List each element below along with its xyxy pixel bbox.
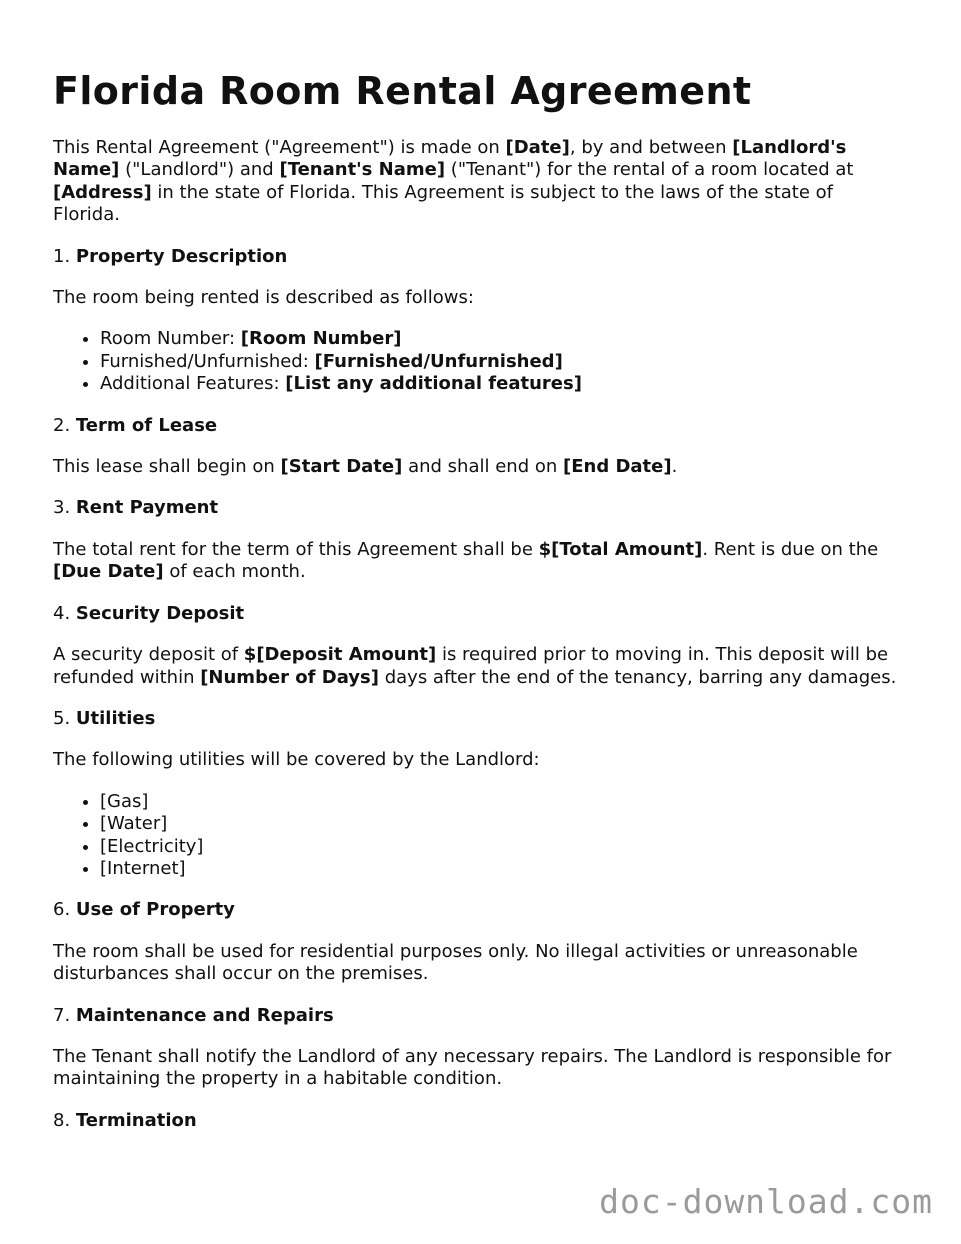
intro-text: ("Landlord") and bbox=[119, 159, 280, 181]
intro-text: ("Tenant") for the rental of a room located at bbox=[445, 159, 854, 181]
date-placeholder: [Date] bbox=[505, 137, 570, 158]
list-item bbox=[100, 351, 903, 373]
list-item: • [Internet] bbox=[100, 858, 903, 880]
list-item: • [Electricity] bbox=[100, 836, 903, 858]
section-body bbox=[53, 644, 903, 689]
section-title: Property Description bbox=[75, 245, 288, 267]
end-date-placeholder: [End Date] bbox=[562, 456, 672, 478]
body-text: of each month. bbox=[163, 561, 306, 583]
section-body bbox=[53, 539, 903, 584]
tenant-name-placeholder: [Tenant's Name] bbox=[279, 159, 446, 181]
utilities-list bbox=[53, 791, 903, 881]
list-item: • [Water] bbox=[100, 813, 903, 835]
section-heading-termination bbox=[53, 1110, 903, 1132]
intro-text: , by and between bbox=[569, 137, 733, 158]
section-heading-term-of-lease bbox=[53, 415, 903, 437]
intro-paragraph bbox=[53, 137, 903, 227]
section-title: Rent Payment bbox=[75, 497, 219, 519]
body-text: The total rent for the term of this Agreement shall be bbox=[53, 538, 539, 560]
body-text: is required prior to moving in. This deposit will be refunded within bbox=[53, 644, 889, 688]
body-text: days after the end of the tenancy, barring any damages. bbox=[378, 666, 897, 688]
section-title: Term of Lease bbox=[75, 414, 218, 436]
total-amount-placeholder: $[Total Amount] bbox=[538, 538, 703, 560]
section-body: The Tenant shall notify the Landlord of any necessary repairs. The Landlord is responsible for maintaining the property in a habitable condition. bbox=[53, 1045, 892, 1090]
section-title: Use of Property bbox=[75, 899, 235, 921]
deposit-amount-placeholder: $[Deposit Amount] bbox=[243, 644, 437, 666]
section-body: The room shall be used for residential purposes only. No illegal activities or unreasonable disturbances shall occur on the premises. bbox=[53, 940, 858, 985]
item-label: Furnished/Unfurnished: bbox=[100, 350, 315, 372]
section-body bbox=[53, 456, 903, 478]
body-text: and shall end on bbox=[402, 456, 563, 478]
section-heading-security-deposit bbox=[53, 603, 903, 625]
section-title: Security Deposit bbox=[75, 602, 245, 624]
item-label: Room Number: bbox=[100, 328, 241, 350]
section-body: The room being rented is described as follows: bbox=[53, 287, 474, 309]
property-details-list bbox=[53, 328, 903, 395]
body-text: This lease shall begin on bbox=[53, 456, 281, 478]
number-of-days-placeholder: [Number of Days] bbox=[200, 666, 379, 688]
section-number: 2. bbox=[53, 414, 76, 436]
intro-text: in the state of Florida. This Agreement is subject to the laws of the state of Florida. bbox=[53, 181, 834, 226]
section-number: 1. bbox=[53, 245, 76, 267]
item-placeholder: [List any additional features] bbox=[285, 373, 582, 395]
start-date-placeholder: [Start Date] bbox=[280, 456, 403, 478]
section-number: 5. bbox=[53, 707, 76, 729]
section-number: 7. bbox=[53, 1004, 76, 1026]
item-label: Additional Features: bbox=[100, 373, 286, 395]
address-placeholder: [Address] bbox=[53, 181, 152, 203]
document-page bbox=[53, 62, 903, 1132]
section-number: 6. bbox=[53, 899, 76, 921]
section-heading-use-of-property bbox=[53, 899, 903, 921]
section-body: The following utilities will be covered by the Landlord: bbox=[53, 749, 540, 771]
section-heading-rent-payment bbox=[53, 497, 903, 519]
section-number: 4. bbox=[53, 602, 76, 624]
item-placeholder: [Furnished/Unfurnished] bbox=[314, 350, 563, 372]
list-item bbox=[100, 373, 903, 395]
body-text: A security deposit of bbox=[53, 644, 244, 666]
section-title: Maintenance and Repairs bbox=[75, 1004, 334, 1026]
section-heading-property-description bbox=[53, 246, 903, 268]
due-date-placeholder: [Due Date] bbox=[53, 561, 164, 583]
list-item bbox=[100, 328, 903, 350]
list-item: • [Gas] bbox=[100, 791, 903, 813]
landlord-name-placeholder: [Landlord's Name] bbox=[53, 137, 847, 181]
intro-text: This Rental Agreement ("Agreement") is made on bbox=[53, 137, 506, 158]
section-title: Termination bbox=[75, 1109, 197, 1131]
section-number: 8. bbox=[53, 1109, 76, 1131]
watermark: doc-download.com bbox=[599, 1182, 933, 1221]
body-text: . bbox=[671, 456, 678, 478]
item-placeholder: [Room Number] bbox=[240, 328, 402, 350]
document-title: Florida Room Rental Agreement bbox=[53, 69, 752, 113]
section-number: 3. bbox=[53, 497, 76, 519]
body-text: . Rent is due on the bbox=[702, 538, 879, 560]
section-heading-maintenance-and-repairs bbox=[53, 1005, 903, 1027]
section-title: Utilities bbox=[75, 707, 156, 729]
section-heading-utilities bbox=[53, 708, 903, 730]
